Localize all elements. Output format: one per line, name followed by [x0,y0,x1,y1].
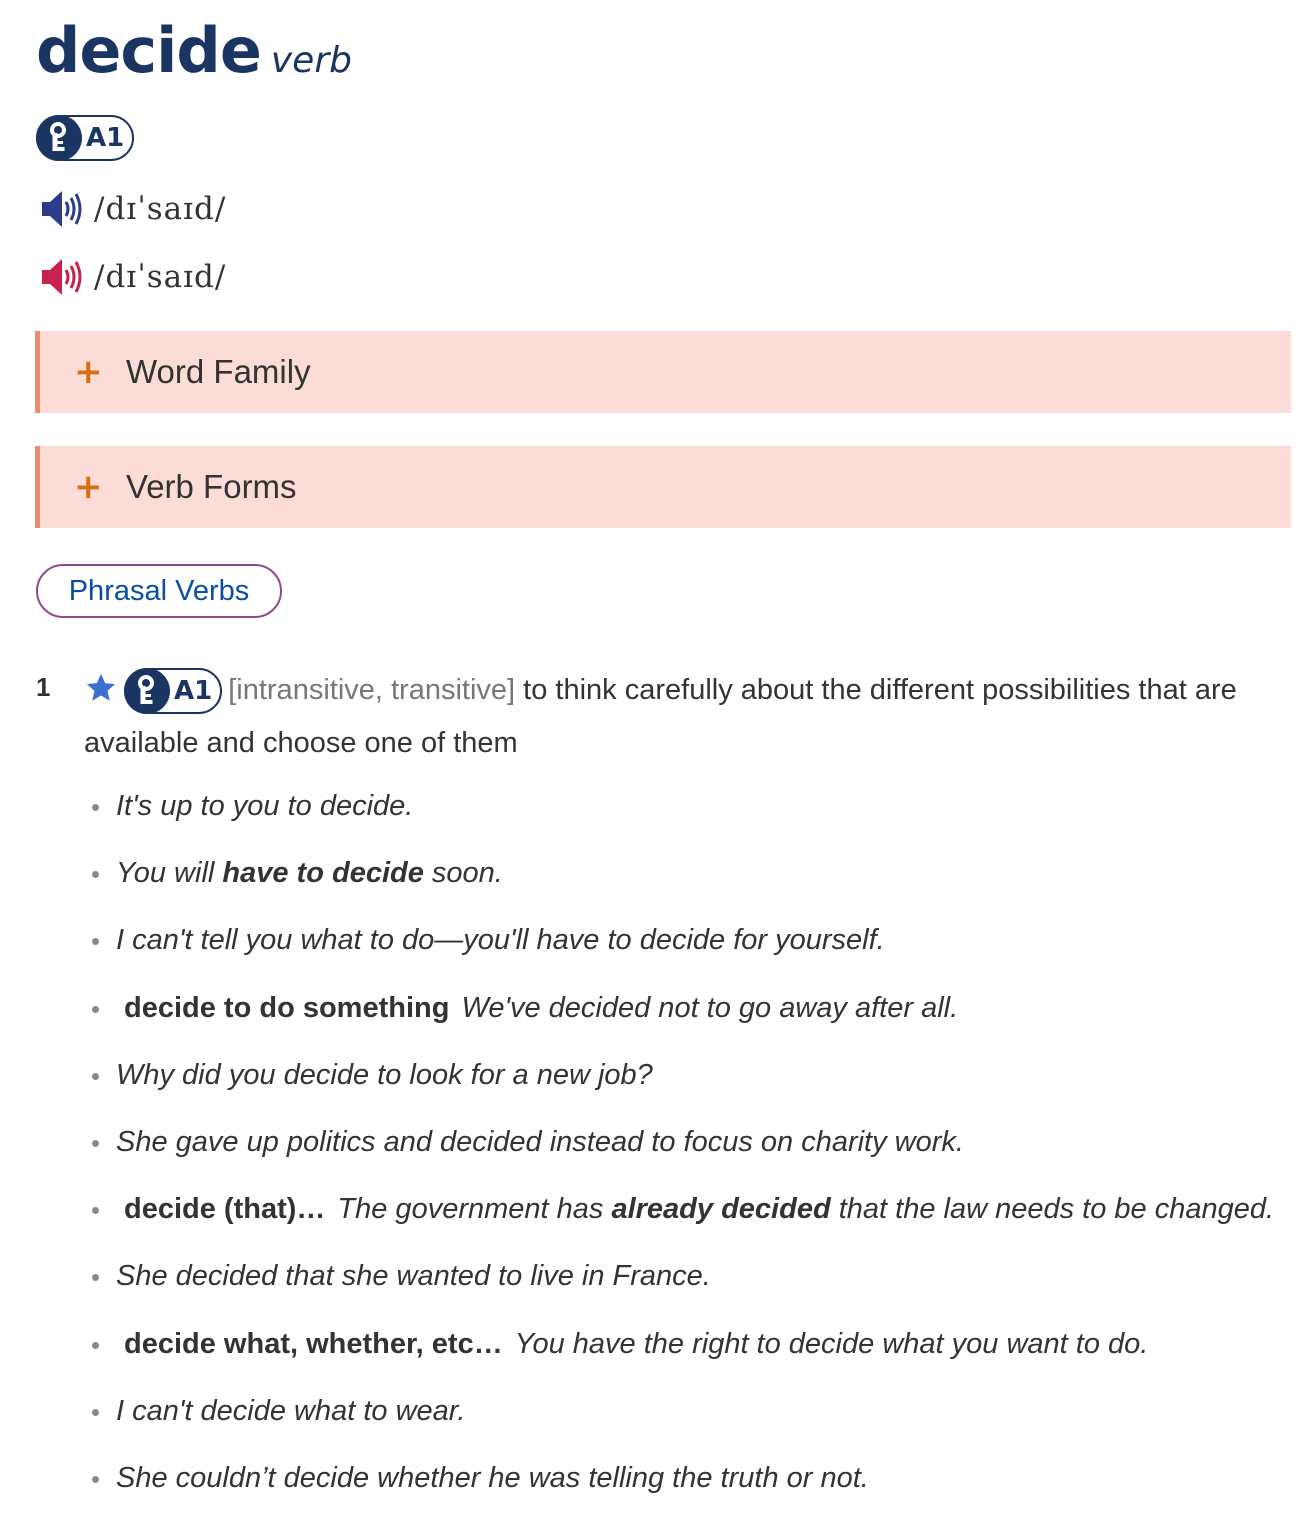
example-fragment: It's up to you to decide. [116,790,414,822]
example-sentence [515,1328,1149,1360]
bullet-icon [92,1476,99,1483]
example-text [116,1112,964,1172]
word-family-toggle[interactable] [35,331,1291,413]
ipa-us: /dɪˈsaɪd/ [94,259,227,295]
bullet-icon [92,1409,99,1416]
example-sentence [116,924,885,956]
bullet-icon [92,1342,99,1349]
example-text [116,1045,653,1105]
bullet-icon [92,1207,99,1214]
example-sentence [461,992,958,1024]
plus-icon: + [74,352,103,392]
example-fragment: The government has [337,1193,612,1226]
example-fragment: I can't decide what to wear. [116,1394,466,1427]
example-fragment: soon. [423,857,503,890]
sense-number: 1 [36,672,51,702]
example-text [116,978,958,1038]
bullet-icon [92,1274,99,1281]
definition-text: to think carefully about the different possibilities that are available and choose one of them [84,674,1237,759]
speaker-icon[interactable] [40,188,86,230]
bullet-icon [92,1006,99,1013]
collocation-pattern: decide what, whether, etc… [124,1327,503,1360]
verb-forms-title: Verb Forms [126,468,297,505]
ipa-uk: /dɪˈsaɪd/ [94,191,227,227]
example-fragment: We've decided not to go away after all. [461,991,959,1024]
headword-row [36,14,352,87]
collocation-pattern: decide to do something [124,991,450,1024]
example-fragment: I can't tell you what to do—you'll have to decide for yourself. [116,924,885,957]
example-text [116,1179,1274,1239]
word-family-title: Word Family [126,353,311,390]
headword: decide [36,14,261,87]
oxford-key-icon [124,668,170,714]
example-sentence [116,1462,869,1494]
example-text [116,1381,465,1441]
example-fragment: Why did you decide to look for a new job? [116,1058,653,1091]
definition-block [84,664,1276,770]
verb-forms-toggle[interactable] [35,446,1291,528]
grammar-label: [intransitive, transitive] [228,674,516,706]
level-badge[interactable] [36,115,134,161]
example-text [116,1314,1148,1374]
example-fragment: You have the right to decide what you want to do. [514,1327,1149,1360]
collocation-pattern: decide (that)… [124,1193,326,1226]
example-sentence [116,1395,465,1427]
example-text [116,910,885,970]
pronunciation-us [40,255,226,299]
example-sentence [116,1126,964,1158]
level-label: A1 [86,123,125,153]
plus-icon: + [74,467,103,507]
example-fragment: She decided that she wanted to live in France. [116,1260,711,1293]
example-fragment: She gave up politics and decided instead to focus on charity work. [116,1125,964,1158]
sense-level-badge[interactable] [124,668,222,714]
example-sentence [116,1059,653,1091]
sense-level-label: A1 [174,675,213,706]
example-sentence [116,1260,711,1292]
phrasal-verbs-button[interactable]: Phrasal Verbs [36,564,282,618]
pronunciation-uk [40,187,226,231]
example-fragment: You will [116,857,223,890]
example-sentence [337,1193,1274,1225]
example-sentence [116,790,413,822]
example-sentence [116,857,503,889]
example-text [116,843,503,903]
sense-1 [36,664,1276,770]
bullet-icon [92,871,99,878]
example-text [116,1246,711,1306]
example-highlight: already decided [611,1193,831,1226]
example-fragment: that the law needs to be changed. [830,1193,1275,1226]
oxford-key-icon [36,115,82,161]
star-icon[interactable] [84,671,118,705]
part-of-speech: verb [270,40,352,81]
example-highlight: have to decide [222,857,424,890]
bullet-icon [92,1073,99,1080]
bullet-icon [92,804,99,811]
example-text [116,776,413,836]
speaker-icon[interactable] [40,256,86,298]
example-fragment: She couldn’t decide whether he was telling the truth or not. [116,1461,869,1494]
bullet-icon [92,1140,99,1147]
bullet-icon [92,938,99,945]
